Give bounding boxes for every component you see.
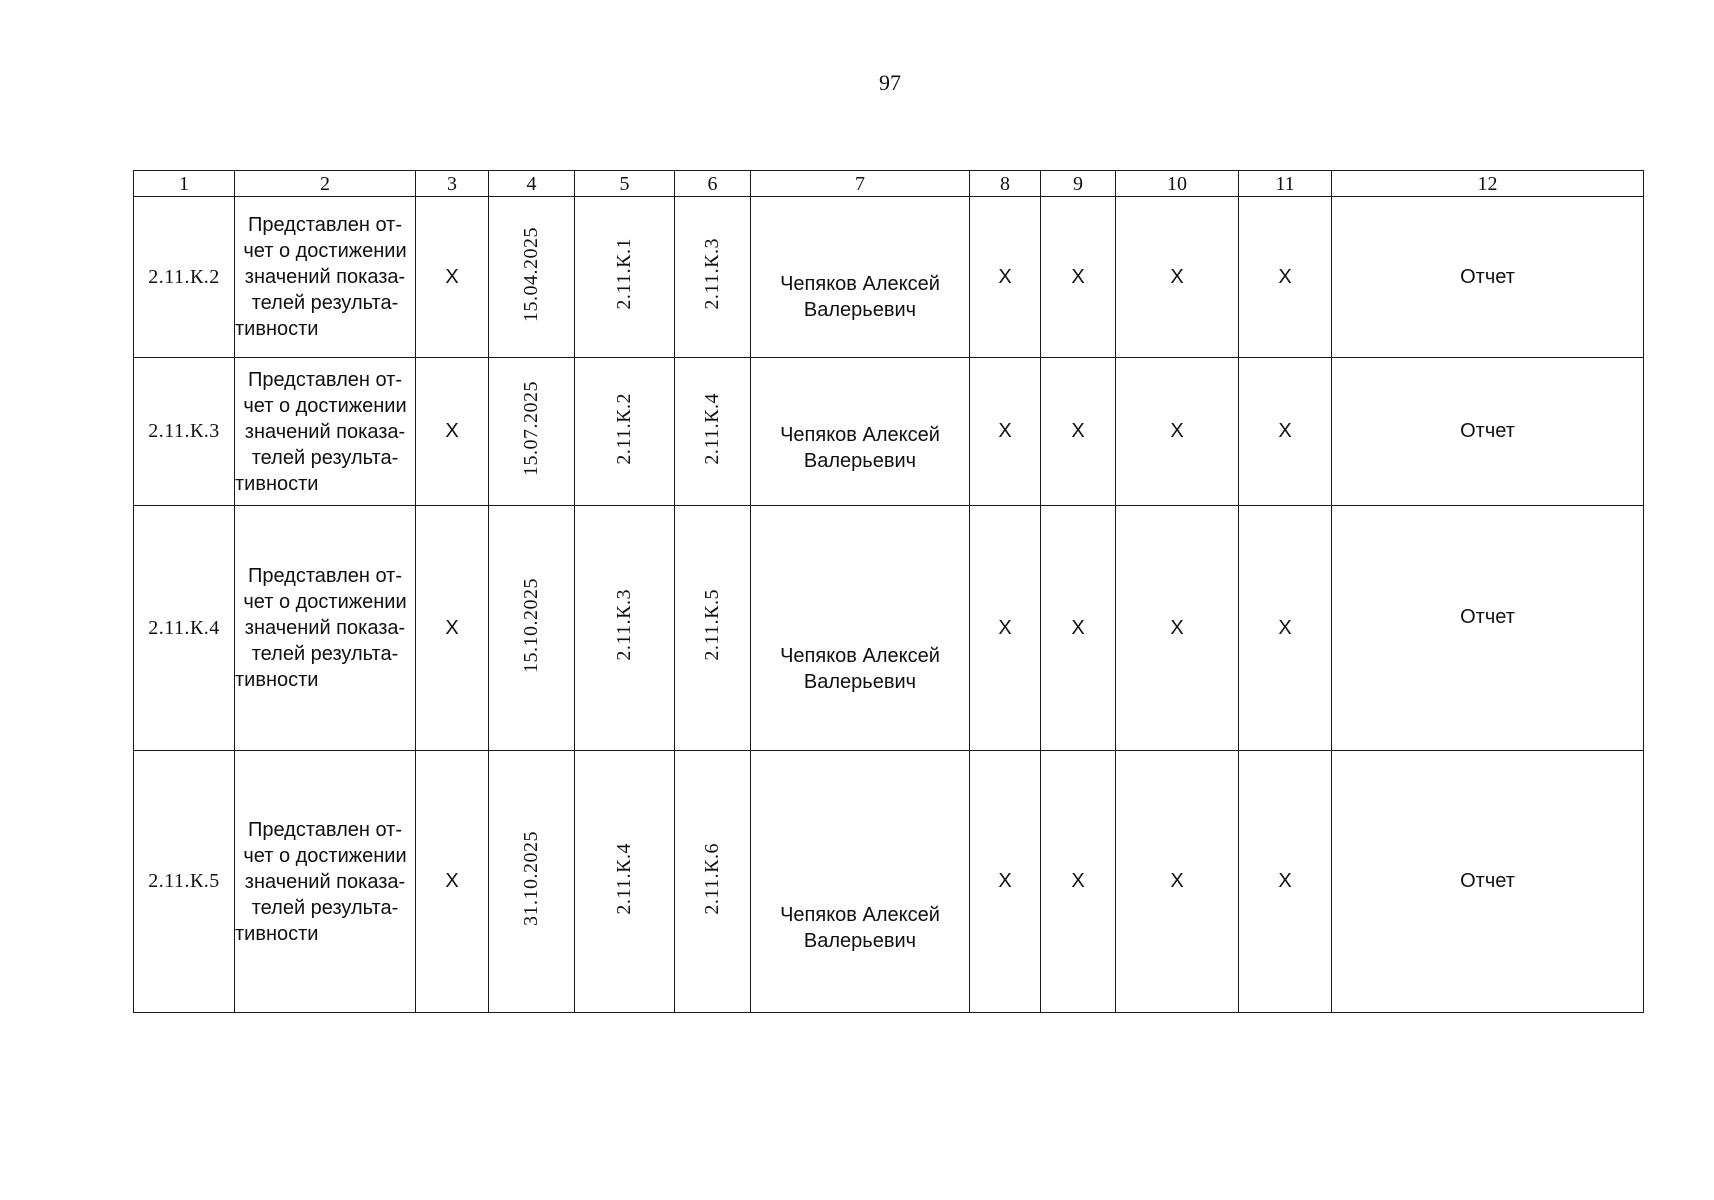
row-col9: X — [1041, 197, 1116, 358]
header-row — [134, 171, 1644, 197]
row-col8: X — [970, 506, 1041, 751]
row-responsible — [751, 506, 970, 751]
row-code: 2.11.К.4 — [134, 506, 235, 751]
row-successor: 2.11.К.6 — [701, 842, 723, 915]
row-predecessor-cell — [575, 506, 675, 751]
header-cell: 10 — [1116, 171, 1239, 197]
header-cell: 11 — [1239, 171, 1332, 197]
row-col3: X — [416, 358, 489, 506]
row-date: 31.10.2025 — [520, 831, 542, 926]
row-predecessor-cell — [575, 358, 675, 506]
table-row — [134, 358, 1644, 506]
row-date: 15.07.2025 — [520, 381, 542, 476]
row-col11: X — [1239, 197, 1332, 358]
row-responsible-text: Чепяков Алексей Валерьевич — [780, 903, 940, 952]
row-predecessor: 2.11.К.4 — [613, 842, 635, 915]
header-cell: 1 — [134, 171, 235, 197]
row-col11: X — [1239, 358, 1332, 506]
report-table — [133, 170, 1644, 1013]
row-col8: X — [970, 197, 1041, 358]
row-description: Представлен от-чет о достижении значений показа-телей результа-тивности — [235, 751, 416, 1013]
table-row — [134, 197, 1644, 358]
row-col3: X — [416, 506, 489, 751]
row-successor-cell — [675, 358, 751, 506]
row-col3: X — [416, 197, 489, 358]
row-successor: 2.11.К.5 — [701, 589, 723, 661]
row-code: 2.11.К.5 — [134, 751, 235, 1013]
row-col8: X — [970, 358, 1041, 506]
row-col10: X — [1116, 358, 1239, 506]
row-code: 2.11.К.3 — [134, 358, 235, 506]
header-cell: 12 — [1332, 171, 1644, 197]
row-predecessor-cell — [575, 751, 675, 1013]
row-result: Отчет — [1332, 358, 1644, 506]
row-col10: X — [1116, 751, 1239, 1013]
header-cell: 2 — [235, 171, 416, 197]
header-cell: 8 — [970, 171, 1041, 197]
row-responsible-text: Чепяков Алексей Валерьевич — [780, 645, 940, 693]
row-date: 15.10.2025 — [520, 577, 542, 673]
row-col9: X — [1041, 506, 1116, 751]
header-cell: 6 — [675, 171, 751, 197]
row-date-cell — [489, 197, 575, 358]
row-result: Отчет — [1332, 751, 1644, 1013]
row-col9: X — [1041, 358, 1116, 506]
row-col10: X — [1116, 197, 1239, 358]
row-col11: X — [1239, 506, 1332, 751]
row-date-cell — [489, 506, 575, 751]
row-result: Отчет — [1332, 506, 1644, 751]
row-description: Представлен от-чет о достижении значений показа-телей результа-тивности — [235, 506, 416, 751]
row-successor-cell — [675, 506, 751, 751]
row-code: 2.11.К.2 — [134, 197, 235, 358]
header-cell: 9 — [1041, 171, 1116, 197]
row-col10: X — [1116, 506, 1239, 751]
row-col8: X — [970, 751, 1041, 1013]
header-cell: 3 — [416, 171, 489, 197]
header-cell: 4 — [489, 171, 575, 197]
row-description: Представлен от-чет о достижении значений показа-телей результа-тивности — [235, 358, 416, 506]
row-successor: 2.11.К.4 — [701, 392, 723, 465]
header-cell: 7 — [751, 171, 970, 197]
row-predecessor: 2.11.К.1 — [613, 238, 635, 310]
row-date-cell — [489, 751, 575, 1013]
row-date-cell — [489, 358, 575, 506]
row-date: 15.04.2025 — [520, 226, 542, 322]
row-responsible — [751, 197, 970, 358]
row-result: Отчет — [1332, 197, 1644, 358]
row-predecessor-cell — [575, 197, 675, 358]
table-row — [134, 506, 1644, 751]
row-col11: X — [1239, 751, 1332, 1013]
row-successor-cell — [675, 197, 751, 358]
row-col3: X — [416, 751, 489, 1013]
row-predecessor: 2.11.К.3 — [613, 589, 635, 661]
row-col9: X — [1041, 751, 1116, 1013]
row-successor-cell — [675, 751, 751, 1013]
header-cell: 5 — [575, 171, 675, 197]
row-responsible-text: Чепяков Алексей Валерьевич — [780, 423, 940, 472]
row-successor: 2.11.К.3 — [701, 238, 723, 310]
row-responsible-text: Чепяков Алексей Валерьевич — [780, 273, 940, 321]
row-responsible — [751, 751, 970, 1013]
page-number: 97 — [879, 70, 901, 95]
row-responsible — [751, 358, 970, 506]
row-predecessor: 2.11.К.2 — [613, 392, 635, 465]
table-row — [134, 751, 1644, 1013]
row-description: Представлен от-чет о достижении значений показа-телей результа-тивности — [235, 197, 416, 358]
